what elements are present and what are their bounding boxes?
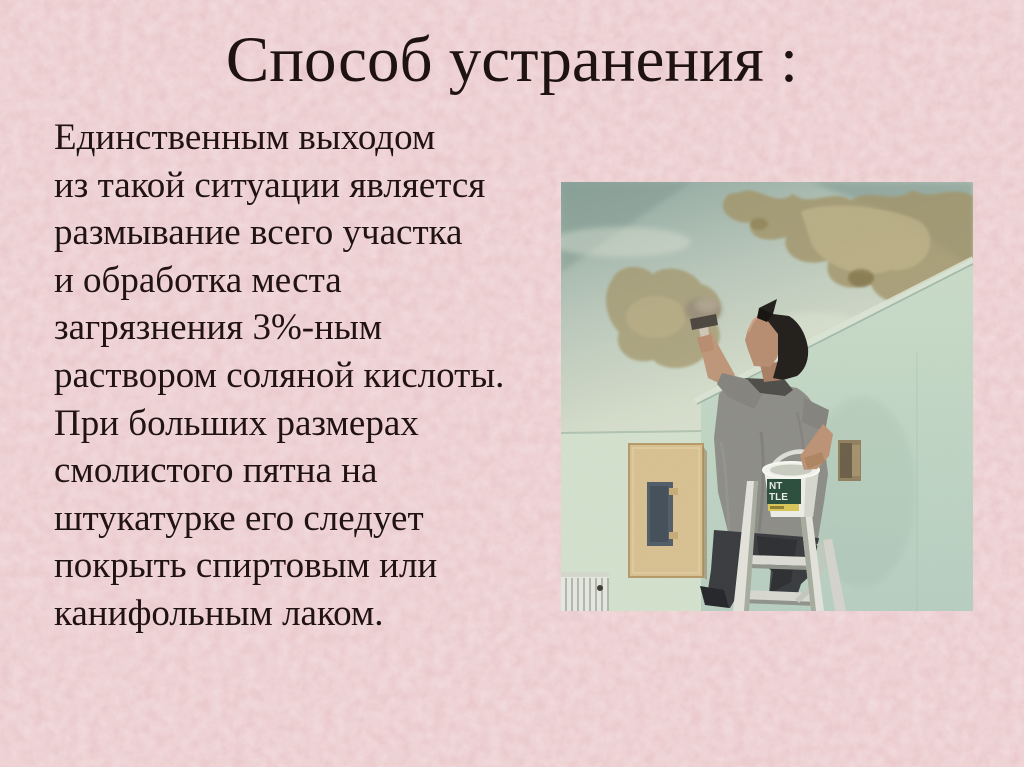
body-text-line: канифольным лаком.	[54, 592, 384, 634]
body-text-line: из такой ситуации является	[54, 164, 486, 206]
body-text-line: Единственным выходом	[54, 117, 436, 158]
body-text	[54, 114, 504, 638]
body-text-line: При больших размерах	[54, 402, 419, 444]
body-text-line: штукатурке его следует	[54, 497, 424, 539]
body-text-line: раствором соляной кислоты.	[54, 354, 505, 396]
body-text-line: покрыть спиртовым или	[54, 545, 438, 587]
body-text-line: смолистого пятна на	[54, 450, 378, 492]
body-text-line: размывание всего участка	[54, 212, 463, 254]
ceiling-repair-photo	[561, 182, 973, 611]
slide-title: Способ устранения :	[225, 24, 799, 96]
photo-grain	[561, 182, 973, 611]
body-text-line: загрязнения 3%-ным	[54, 307, 383, 349]
body-text-line: и обработка места	[54, 259, 342, 301]
